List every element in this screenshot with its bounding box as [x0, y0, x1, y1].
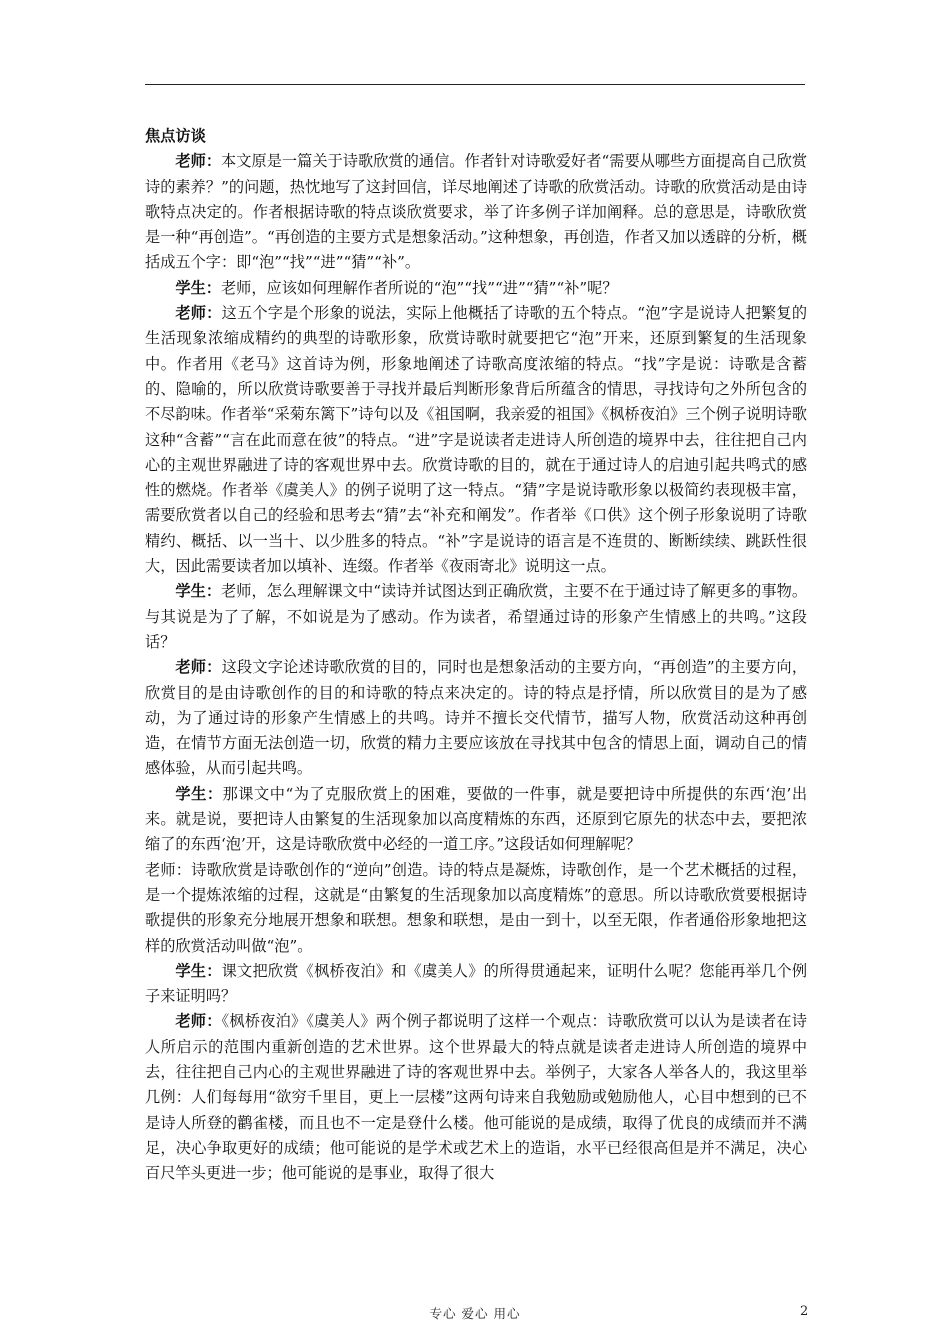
paragraph-text: 本文原是一篇关于诗歌欣赏的通信。作者针对诗歌爱好者“需要从哪些方面提高自己欣赏诗的素养？”的问题，热忱地写了这封回信，详尽地阐述了诗歌的欣赏活动。诗歌的欣赏活动是由诗歌特点决定的。作者根据诗歌的特点谈欣赏要求，举了许多例子详加阐释。总的意思是，诗歌欣赏是一种“再创造”。“再创造的主要方式是想象活动。”这种想象，再创造，作者又加以透辟的分析，概括成五个字：即“泡”“找”“进”“猜”“补”。 — [145, 152, 808, 272]
dialogue-paragraph — [145, 276, 807, 301]
dialogue-paragraph — [145, 858, 807, 959]
speaker-label: 老师： — [175, 304, 222, 323]
paragraph-text: 课文把欣赏《枫桥夜泊》和《虞美人》的所得贯通起来，证明什么呢？您能再举几个例子来证明吗？ — [145, 961, 808, 1006]
page-footer — [0, 1304, 950, 1324]
paragraph-text: 那课文中“为了克服欣赏上的困难，要做的一件事，就是要把诗中所提供的东西‘泡’出来。就是说，要把诗人由繁复的生活现象加以高度精炼的东西，还原到它原先的状态中去，要把浓缩了的东西‘泡’开，这是诗歌欣赏中必经的一道工序。”这段话如何理解呢？ — [145, 784, 808, 854]
speaker-label: 老师： — [145, 860, 192, 879]
speaker-label: 学生： — [175, 784, 223, 803]
paragraph-text: 诗歌欣赏是诗歌创作的“逆向”创造。诗的特点是凝炼，诗歌创作，是一个艺术概括的过程，是一个提炼浓缩的过程，这就是“由繁复的生活现象加以高度精炼”的意思。所以诗歌欣赏要根据诗歌提供的形象充分地展开想象和联想。想象和联想，是由一到十，以至无限，作者通俗形象地把这样的欣赏活动叫做“泡”。 — [145, 860, 808, 955]
speaker-label: 老师： — [175, 1012, 222, 1031]
footer-motto: 专心 爱心 用心 — [429, 1306, 521, 1321]
section-title: 焦点访谈 — [145, 127, 206, 145]
dialogue — [145, 149, 807, 1186]
header-rule — [145, 84, 805, 85]
speaker-label: 学生： — [175, 278, 221, 297]
dialogue-paragraph — [145, 1009, 807, 1186]
paragraph-text: 《枫桥夜泊》《虞美人》两个例子都说明了这样一个观点：诗歌欣赏可以认为是读者在诗人所启示的范围内重新创造的艺术世界。这个世界最大的特点就是读者走进诗人所创造的境界中去，往往把自己内心的主观世界融进了诗的客观世界中去。举例子，大家各人举各人的，我这里举几例：人们每每用“欲穷千里目，更上一层楼”这两句诗来自我勉励或勉励他人，心目中想到的已不是诗人所登的鹳雀楼，而且也不一定是登什么楼。他可能说的是成绩，取得了优良的成绩而并不满足，决心争取更好的成绩；他可能说的是学术或艺术上的造诣，水平已经很高但是并不满足，决心百尺竿头更进一步；他可能说的是事业，取得了很大 — [145, 1012, 807, 1183]
dialogue-paragraph — [145, 959, 807, 1010]
paragraph-text: 老师，怎么理解课文中“读诗并试图达到正确欣赏，主要不在于通过诗了解更多的事物。与其说是为了了解，不如说是为了感动。作为读者，希望通过诗的形象产生情感上的共鸣。”这段话？ — [145, 582, 808, 651]
speaker-label: 老师： — [175, 152, 222, 171]
dialogue-paragraph — [145, 579, 807, 655]
paragraph-text: 老师，应该如何理解作者所说的“泡”“找”“进”“猜”“补”呢？ — [220, 278, 618, 297]
paragraph-text: 这段文字论述诗歌欣赏的目的，同时也是想象活动的主要方向，“再创造”的主要方向，欣赏目的是由诗歌创作的目的和诗歌的特点来决定的。诗的特点是抒情，所以欣赏目的是为了感动，为了通过诗的形象产生情感上的共鸣。诗并不擅长交代情节，描写人物，欣赏活动这种再创造，在情节方面无法创造一切，欣赏的精力主要应该放在寻找其中包含的情思上面，调动自己的情感体验，从而引起共鸣。 — [145, 658, 808, 778]
dialogue-paragraph — [145, 782, 807, 858]
speaker-label: 老师： — [175, 658, 222, 677]
paragraph-text: 这五个字是个形象的说法，实际上他概括了诗歌的五个特点。“泡”字是说诗人把繁复的生活现象浓缩成精约的典型的诗歌形象，欣赏诗歌时就要把它“泡”开来，还原到繁复的生活现象中。作者用《老马》这首诗为例，形象地阐述了诗歌高度浓缩的特点。“找”字是说：诗歌是含蓄的、隐喻的，所以欣赏诗歌要善于寻找并最后判断形象背后所蕴含的情思，寻找诗句之外所包含的不尽韵味。作者举“采菊东篱下”诗句以及《祖国啊，我亲爱的祖国》《枫桥夜泊》三个例子说明诗歌这种“含蓄”“言在此而意在彼”的特点。“进”字是说读者走进诗人所创造的境界中去，往往把自己内心的主观世界融进了诗的客观世界中去。欣赏诗歌的目的，就在于通过诗人的启迪引起共鸣式的感性的燃烧。作者举《虞美人》的例子说明了这一特点。“猜”字是说诗歌形象以极简约表现极丰富，需要欣赏者以自己的经验和思考去“猜”去“补充和阐发”。作者举《口供》这个例子形象说明了诗歌精约、概括、以一当十、以少胜多的特点。“补”字是说诗的语言是不连贯的、断断续续、跳跃性很大，因此需要读者加以填补、连缀。作者举《夜雨寄北》说明这一点。 — [145, 304, 808, 576]
speaker-label: 学生： — [175, 961, 222, 980]
dialogue-paragraph — [145, 149, 807, 275]
speaker-label: 学生： — [175, 582, 222, 601]
dialogue-paragraph — [145, 301, 807, 579]
dialogue-paragraph — [145, 655, 807, 781]
page-number: 2 — [800, 1304, 809, 1319]
document-body — [145, 124, 807, 1186]
